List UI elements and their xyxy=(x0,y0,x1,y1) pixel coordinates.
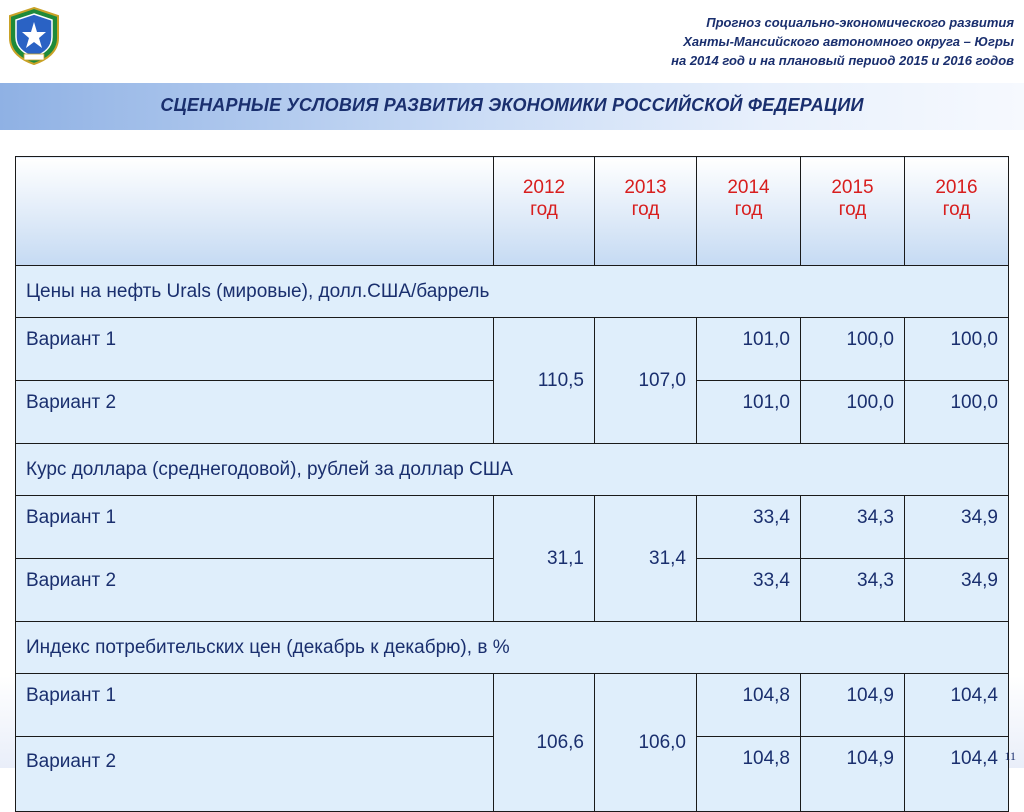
value-2016: 104,4 xyxy=(905,674,1009,737)
value-2016: 100,0 xyxy=(905,381,1009,444)
section-title: Индекс потребительских цен (декабрь к декабрю), в % xyxy=(16,622,1009,674)
value-2016: 34,9 xyxy=(905,496,1009,559)
document-header xyxy=(314,13,1014,70)
value-2015: 100,0 xyxy=(801,318,905,381)
section-row-oil-price xyxy=(16,266,1009,318)
value-2013: 31,4 xyxy=(595,496,697,622)
header-line-1: Прогноз социально-экономического развития xyxy=(706,15,1014,30)
value-2016: 100,0 xyxy=(905,318,1009,381)
year-header-2012: 2012 год xyxy=(494,157,595,266)
variant-label: Вариант 2 xyxy=(16,559,494,622)
value-2015: 34,3 xyxy=(801,559,905,622)
page-title: СЦЕНАРНЫЕ УСЛОВИЯ РАЗВИТИЯ ЭКОНОМИКИ РОССИЙСКОЙ ФЕДЕРАЦИИ xyxy=(160,95,864,115)
year-header-2014: 2014 год xyxy=(697,157,801,266)
page-number: 11 xyxy=(1004,749,1016,763)
value-2016: 34,9 xyxy=(905,559,1009,622)
value-2012: 110,5 xyxy=(494,318,595,444)
title-band xyxy=(0,83,1024,130)
value-2014: 33,4 xyxy=(697,496,801,559)
table-row xyxy=(16,674,1009,737)
year-header-2016: 2016 год xyxy=(905,157,1009,266)
value-2014: 104,8 xyxy=(697,674,801,737)
table-row xyxy=(16,318,1009,381)
value-2015: 100,0 xyxy=(801,381,905,444)
year-header-2015: 2015 год xyxy=(801,157,905,266)
section-title: Цены на нефть Urals (мировые), долл.США/баррель xyxy=(16,266,1009,318)
variant-label: Вариант 1 xyxy=(16,318,494,381)
section-title: Курс доллара (среднегодовой), рублей за доллар США xyxy=(16,444,1009,496)
value-2013: 106,0 xyxy=(595,674,697,812)
section-row-cpi xyxy=(16,622,1009,674)
header-line-2: Ханты-Мансийского автономного округа – Югры xyxy=(683,34,1014,49)
value-2012: 106,6 xyxy=(494,674,595,812)
value-2015: 34,3 xyxy=(801,496,905,559)
variant-label: Вариант 1 xyxy=(16,496,494,559)
value-2014: 101,0 xyxy=(697,381,801,444)
table-header-row xyxy=(16,157,1009,266)
value-2014: 101,0 xyxy=(697,318,801,381)
header-empty-cell xyxy=(16,157,494,266)
value-2015: 104,9 xyxy=(801,737,905,812)
value-2013: 107,0 xyxy=(595,318,697,444)
value-2015: 104,9 xyxy=(801,674,905,737)
value-2014: 104,8 xyxy=(697,737,801,812)
value-2016: 104,4 xyxy=(905,737,1009,812)
header-line-3: на 2014 год и на плановый период 2015 и 2016 годов xyxy=(671,53,1014,68)
variant-label: Вариант 1 xyxy=(16,674,494,737)
scenario-table xyxy=(15,156,1009,812)
value-2012: 31,1 xyxy=(494,496,595,622)
table-row xyxy=(16,496,1009,559)
variant-label: Вариант 2 xyxy=(16,737,494,812)
variant-label: Вариант 2 xyxy=(16,381,494,444)
value-2014: 33,4 xyxy=(697,559,801,622)
section-row-dollar-rate xyxy=(16,444,1009,496)
year-header-2013: 2013 год xyxy=(595,157,697,266)
coat-of-arms-icon xyxy=(4,6,64,66)
